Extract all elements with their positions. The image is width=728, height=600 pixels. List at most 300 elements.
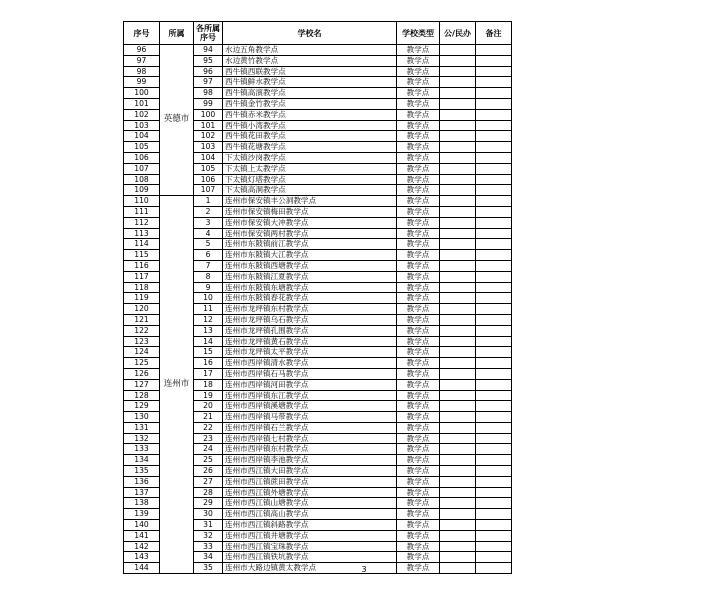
- remarks-cell: [476, 368, 512, 379]
- school-name-cell: 连州市西江镇外塘教学点: [223, 487, 397, 498]
- public-private-cell: [440, 88, 476, 99]
- school-type-cell: 教学点: [397, 325, 440, 336]
- school-type-cell: 教学点: [397, 45, 440, 56]
- sub-serial-cell: 13: [194, 325, 223, 336]
- school-type-cell: 教学点: [397, 55, 440, 66]
- serial-no-cell: 116: [124, 260, 160, 271]
- school-type-cell: 教学点: [397, 260, 440, 271]
- remarks-cell: [476, 239, 512, 250]
- school-name-cell: 西牛镇金竹教学点: [223, 98, 397, 109]
- header-city: 所属: [160, 22, 194, 45]
- serial-no-cell: 117: [124, 271, 160, 282]
- sub-serial-cell: 101: [194, 120, 223, 131]
- sub-serial-cell: 33: [194, 541, 223, 552]
- serial-no-cell: 140: [124, 520, 160, 531]
- school-type-cell: 教学点: [397, 552, 440, 563]
- school-type-cell: 教学点: [397, 336, 440, 347]
- sub-serial-cell: 27: [194, 476, 223, 487]
- serial-no-cell: 134: [124, 455, 160, 466]
- remarks-cell: [476, 520, 512, 531]
- header-school-name: 学校名: [223, 22, 397, 45]
- city-cell: 英德市: [160, 45, 194, 196]
- school-type-cell: 教学点: [397, 174, 440, 185]
- serial-no-cell: 113: [124, 228, 160, 239]
- sub-serial-cell: 12: [194, 314, 223, 325]
- sub-serial-cell: 103: [194, 142, 223, 153]
- public-private-cell: [440, 444, 476, 455]
- table-body: [124, 45, 512, 574]
- public-private-cell: [440, 552, 476, 563]
- serial-no-cell: 99: [124, 77, 160, 88]
- remarks-cell: [476, 412, 512, 423]
- sub-serial-cell: 26: [194, 466, 223, 477]
- sub-serial-cell: 11: [194, 304, 223, 315]
- header-row: [124, 22, 512, 45]
- remarks-cell: [476, 530, 512, 541]
- sub-serial-cell: 105: [194, 163, 223, 174]
- school-type-cell: 教学点: [397, 390, 440, 401]
- school-name-cell: 西牛镇西联教学点: [223, 66, 397, 77]
- school-name-cell: 连州市龙坪镇东村教学点: [223, 304, 397, 315]
- public-private-cell: [440, 142, 476, 153]
- school-type-cell: 教学点: [397, 476, 440, 487]
- remarks-cell: [476, 131, 512, 142]
- header-public-private: 公/民办: [440, 22, 476, 45]
- remarks-cell: [476, 433, 512, 444]
- remarks-cell: [476, 174, 512, 185]
- school-name-cell: 西牛镇鲜水教学点: [223, 77, 397, 88]
- school-name-cell: 连州市龙坪镇太平教学点: [223, 347, 397, 358]
- remarks-cell: [476, 541, 512, 552]
- header-sub-serial-line2: 序号: [200, 33, 216, 42]
- school-type-cell: 教学点: [397, 228, 440, 239]
- serial-no-cell: 137: [124, 487, 160, 498]
- serial-no-cell: 128: [124, 390, 160, 401]
- public-private-cell: [440, 498, 476, 509]
- public-private-cell: [440, 77, 476, 88]
- remarks-cell: [476, 358, 512, 369]
- public-private-cell: [440, 412, 476, 423]
- serial-no-cell: 141: [124, 530, 160, 541]
- school-name-cell: 连州市西岸镇石马教学点: [223, 368, 397, 379]
- sub-serial-cell: 25: [194, 455, 223, 466]
- remarks-cell: [476, 293, 512, 304]
- public-private-cell: [440, 466, 476, 477]
- remarks-cell: [476, 487, 512, 498]
- school-name-cell: 连州市东陂镇西塘教学点: [223, 260, 397, 271]
- school-type-cell: 教学点: [397, 520, 440, 531]
- school-name-cell: 连州市保安镇梅田教学点: [223, 206, 397, 217]
- serial-no-cell: 104: [124, 131, 160, 142]
- header-remarks: 备注: [476, 22, 512, 45]
- serial-no-cell: 110: [124, 196, 160, 207]
- sub-serial-cell: 14: [194, 336, 223, 347]
- serial-no-cell: 105: [124, 142, 160, 153]
- table-row: [124, 45, 512, 56]
- remarks-cell: [476, 390, 512, 401]
- school-type-cell: 教学点: [397, 412, 440, 423]
- serial-no-cell: 96: [124, 45, 160, 56]
- public-private-cell: [440, 520, 476, 531]
- school-name-cell: 连州市龙坪镇乌石教学点: [223, 314, 397, 325]
- public-private-cell: [440, 109, 476, 120]
- sub-serial-cell: 15: [194, 347, 223, 358]
- school-name-cell: 连州市龙坪镇黄石教学点: [223, 336, 397, 347]
- sub-serial-cell: 1: [194, 196, 223, 207]
- school-name-cell: 连州市西岸镇东村教学点: [223, 444, 397, 455]
- school-type-cell: 教学点: [397, 466, 440, 477]
- school-name-cell: 连州市西岸镇清水教学点: [223, 358, 397, 369]
- sub-serial-cell: 35: [194, 563, 223, 574]
- school-name-cell: 连州市西江镇斜路教学点: [223, 520, 397, 531]
- serial-no-cell: 123: [124, 336, 160, 347]
- public-private-cell: [440, 325, 476, 336]
- sub-serial-cell: 7: [194, 260, 223, 271]
- remarks-cell: [476, 379, 512, 390]
- sub-serial-cell: 3: [194, 217, 223, 228]
- sub-serial-cell: 98: [194, 88, 223, 99]
- school-name-cell: 西牛镇花田教学点: [223, 131, 397, 142]
- school-type-cell: 教学点: [397, 282, 440, 293]
- school-type-cell: 教学点: [397, 239, 440, 250]
- school-type-cell: 教学点: [397, 304, 440, 315]
- school-name-cell: 连州市东陂镇前江教学点: [223, 239, 397, 250]
- remarks-cell: [476, 498, 512, 509]
- remarks-cell: [476, 476, 512, 487]
- public-private-cell: [440, 45, 476, 56]
- school-name-cell: 连州市西岸镇七村教学点: [223, 433, 397, 444]
- school-type-cell: 教学点: [397, 358, 440, 369]
- public-private-cell: [440, 239, 476, 250]
- school-name-cell: 连州市东陂镇江夏教学点: [223, 271, 397, 282]
- school-name-cell: 连州市西岸镇石兰教学点: [223, 422, 397, 433]
- sub-serial-cell: 21: [194, 412, 223, 423]
- serial-no-cell: 139: [124, 509, 160, 520]
- school-list-table-container: [123, 21, 511, 574]
- serial-no-cell: 112: [124, 217, 160, 228]
- serial-no-cell: 114: [124, 239, 160, 250]
- sub-serial-cell: 95: [194, 55, 223, 66]
- school-type-cell: 教学点: [397, 314, 440, 325]
- sub-serial-cell: 23: [194, 433, 223, 444]
- serial-no-cell: 135: [124, 466, 160, 477]
- remarks-cell: [476, 304, 512, 315]
- serial-no-cell: 97: [124, 55, 160, 66]
- remarks-cell: [476, 185, 512, 196]
- school-name-cell: 连州市东陂镇大江教学点: [223, 250, 397, 261]
- city-cell: 连州市: [160, 196, 194, 574]
- serial-no-cell: 136: [124, 476, 160, 487]
- public-private-cell: [440, 250, 476, 261]
- school-type-cell: 教学点: [397, 433, 440, 444]
- sub-serial-cell: 34: [194, 552, 223, 563]
- sub-serial-cell: 8: [194, 271, 223, 282]
- school-type-cell: 教学点: [397, 541, 440, 552]
- serial-no-cell: 130: [124, 412, 160, 423]
- sub-serial-cell: 6: [194, 250, 223, 261]
- serial-no-cell: 111: [124, 206, 160, 217]
- sub-serial-cell: 17: [194, 368, 223, 379]
- school-name-cell: 连州市东陂镇东塘教学点: [223, 282, 397, 293]
- school-name-cell: 下太镇高洞教学点: [223, 185, 397, 196]
- sub-serial-cell: 24: [194, 444, 223, 455]
- school-type-cell: 教学点: [397, 498, 440, 509]
- public-private-cell: [440, 152, 476, 163]
- sub-serial-cell: 99: [194, 98, 223, 109]
- serial-no-cell: 142: [124, 541, 160, 552]
- public-private-cell: [440, 433, 476, 444]
- remarks-cell: [476, 163, 512, 174]
- remarks-cell: [476, 336, 512, 347]
- serial-no-cell: 126: [124, 368, 160, 379]
- sub-serial-cell: 31: [194, 520, 223, 531]
- school-name-cell: 西牛镇高演教学点: [223, 88, 397, 99]
- public-private-cell: [440, 271, 476, 282]
- school-type-cell: 教学点: [397, 88, 440, 99]
- school-name-cell: 连州市西岸镇溪塘教学点: [223, 401, 397, 412]
- sub-serial-cell: 94: [194, 45, 223, 56]
- school-type-cell: 教学点: [397, 250, 440, 261]
- remarks-cell: [476, 455, 512, 466]
- public-private-cell: [440, 358, 476, 369]
- remarks-cell: [476, 152, 512, 163]
- serial-no-cell: 125: [124, 358, 160, 369]
- remarks-cell: [476, 142, 512, 153]
- school-name-cell: 西牛镇花塘教学点: [223, 142, 397, 153]
- public-private-cell: [440, 401, 476, 412]
- public-private-cell: [440, 314, 476, 325]
- public-private-cell: [440, 228, 476, 239]
- remarks-cell: [476, 401, 512, 412]
- public-private-cell: [440, 66, 476, 77]
- school-name-cell: 连州市保安镇大冲教学点: [223, 217, 397, 228]
- header-sub-serial-line1: 各所属: [196, 24, 220, 33]
- serial-no-cell: 127: [124, 379, 160, 390]
- serial-no-cell: 101: [124, 98, 160, 109]
- school-type-cell: 教学点: [397, 563, 440, 574]
- remarks-cell: [476, 250, 512, 261]
- school-name-cell: 下太镇上太教学点: [223, 163, 397, 174]
- school-name-cell: 连州市西岸镇河田教学点: [223, 379, 397, 390]
- school-name-cell: 连州市西江镇铁坑教学点: [223, 552, 397, 563]
- remarks-cell: [476, 444, 512, 455]
- school-name-cell: 连州市西江镇井塘教学点: [223, 530, 397, 541]
- header-sub-serial: [194, 22, 223, 45]
- serial-no-cell: 98: [124, 66, 160, 77]
- public-private-cell: [440, 455, 476, 466]
- school-list-table: [123, 21, 512, 574]
- remarks-cell: [476, 509, 512, 520]
- sub-serial-cell: 19: [194, 390, 223, 401]
- school-name-cell: 连州市龙坪镇孔围教学点: [223, 325, 397, 336]
- school-name-cell: 连州市西岸镇李池教学点: [223, 455, 397, 466]
- sub-serial-cell: 102: [194, 131, 223, 142]
- school-type-cell: 教学点: [397, 487, 440, 498]
- remarks-cell: [476, 45, 512, 56]
- serial-no-cell: 131: [124, 422, 160, 433]
- public-private-cell: [440, 304, 476, 315]
- school-type-cell: 教学点: [397, 196, 440, 207]
- public-private-cell: [440, 347, 476, 358]
- public-private-cell: [440, 293, 476, 304]
- school-name-cell: 连州市西江镇山塘教学点: [223, 498, 397, 509]
- public-private-cell: [440, 185, 476, 196]
- serial-no-cell: 143: [124, 552, 160, 563]
- sub-serial-cell: 28: [194, 487, 223, 498]
- school-type-cell: 教学点: [397, 509, 440, 520]
- public-private-cell: [440, 196, 476, 207]
- school-type-cell: 教学点: [397, 142, 440, 153]
- serial-no-cell: 133: [124, 444, 160, 455]
- header-serial-no: 序号: [124, 22, 160, 45]
- remarks-cell: [476, 120, 512, 131]
- school-type-cell: 教学点: [397, 271, 440, 282]
- school-type-cell: 教学点: [397, 368, 440, 379]
- public-private-cell: [440, 530, 476, 541]
- remarks-cell: [476, 88, 512, 99]
- remarks-cell: [476, 271, 512, 282]
- remarks-cell: [476, 552, 512, 563]
- school-type-cell: 教学点: [397, 120, 440, 131]
- remarks-cell: [476, 196, 512, 207]
- public-private-cell: [440, 379, 476, 390]
- header-school-type: 学校类型: [397, 22, 440, 45]
- sub-serial-cell: 106: [194, 174, 223, 185]
- sub-serial-cell: 10: [194, 293, 223, 304]
- remarks-cell: [476, 77, 512, 88]
- school-name-cell: 西牛镇赤米教学点: [223, 109, 397, 120]
- serial-no-cell: 108: [124, 174, 160, 185]
- remarks-cell: [476, 217, 512, 228]
- school-name-cell: 水边黄竹教学点: [223, 55, 397, 66]
- remarks-cell: [476, 228, 512, 239]
- school-type-cell: 教学点: [397, 444, 440, 455]
- sub-serial-cell: 97: [194, 77, 223, 88]
- remarks-cell: [476, 109, 512, 120]
- school-name-cell: 连州市西江镇大田教学点: [223, 466, 397, 477]
- serial-no-cell: 122: [124, 325, 160, 336]
- serial-no-cell: 103: [124, 120, 160, 131]
- serial-no-cell: 129: [124, 401, 160, 412]
- serial-no-cell: 115: [124, 250, 160, 261]
- school-name-cell: 连州市西岸镇马带教学点: [223, 412, 397, 423]
- school-type-cell: 教学点: [397, 66, 440, 77]
- serial-no-cell: 121: [124, 314, 160, 325]
- school-name-cell: 下太镇灯塔教学点: [223, 174, 397, 185]
- school-type-cell: 教学点: [397, 379, 440, 390]
- public-private-cell: [440, 206, 476, 217]
- school-name-cell: 水边五角教学点: [223, 45, 397, 56]
- sub-serial-cell: 100: [194, 109, 223, 120]
- remarks-cell: [476, 347, 512, 358]
- school-type-cell: 教学点: [397, 401, 440, 412]
- school-type-cell: 教学点: [397, 152, 440, 163]
- school-name-cell: 连州市西江镇宝珠教学点: [223, 541, 397, 552]
- sub-serial-cell: 20: [194, 401, 223, 412]
- remarks-cell: [476, 314, 512, 325]
- serial-no-cell: 119: [124, 293, 160, 304]
- sub-serial-cell: 5: [194, 239, 223, 250]
- remarks-cell: [476, 282, 512, 293]
- public-private-cell: [440, 422, 476, 433]
- serial-no-cell: 138: [124, 498, 160, 509]
- serial-no-cell: 132: [124, 433, 160, 444]
- school-type-cell: 教学点: [397, 347, 440, 358]
- public-private-cell: [440, 476, 476, 487]
- school-name-cell: 连州市东陂镇春花教学点: [223, 293, 397, 304]
- public-private-cell: [440, 174, 476, 185]
- public-private-cell: [440, 390, 476, 401]
- public-private-cell: [440, 282, 476, 293]
- remarks-cell: [476, 422, 512, 433]
- sub-serial-cell: 2: [194, 206, 223, 217]
- school-type-cell: 教学点: [397, 131, 440, 142]
- school-name-cell: 连州市西江镇高山教学点: [223, 509, 397, 520]
- school-type-cell: 教学点: [397, 206, 440, 217]
- school-type-cell: 教学点: [397, 109, 440, 120]
- public-private-cell: [440, 163, 476, 174]
- remarks-cell: [476, 55, 512, 66]
- remarks-cell: [476, 206, 512, 217]
- school-type-cell: 教学点: [397, 455, 440, 466]
- public-private-cell: [440, 368, 476, 379]
- public-private-cell: [440, 509, 476, 520]
- public-private-cell: [440, 131, 476, 142]
- public-private-cell: [440, 98, 476, 109]
- school-type-cell: 教学点: [397, 217, 440, 228]
- sub-serial-cell: 29: [194, 498, 223, 509]
- serial-no-cell: 109: [124, 185, 160, 196]
- serial-no-cell: 107: [124, 163, 160, 174]
- sub-serial-cell: 22: [194, 422, 223, 433]
- remarks-cell: [476, 466, 512, 477]
- school-type-cell: 教学点: [397, 185, 440, 196]
- sub-serial-cell: 104: [194, 152, 223, 163]
- school-type-cell: 教学点: [397, 163, 440, 174]
- school-name-cell: 连州市大路边镇黄太教学点: [223, 563, 397, 574]
- serial-no-cell: 124: [124, 347, 160, 358]
- public-private-cell: [440, 541, 476, 552]
- remarks-cell: [476, 98, 512, 109]
- table-row: [124, 196, 512, 207]
- school-type-cell: 教学点: [397, 77, 440, 88]
- public-private-cell: [440, 217, 476, 228]
- school-name-cell: 下太镇沙岗教学点: [223, 152, 397, 163]
- sub-serial-cell: 16: [194, 358, 223, 369]
- school-name-cell: 连州市保安镇两村教学点: [223, 228, 397, 239]
- school-name-cell: 连州市西江镇蔗田教学点: [223, 476, 397, 487]
- public-private-cell: [440, 120, 476, 131]
- sub-serial-cell: 96: [194, 66, 223, 77]
- public-private-cell: [440, 336, 476, 347]
- sub-serial-cell: 9: [194, 282, 223, 293]
- school-type-cell: 教学点: [397, 293, 440, 304]
- serial-no-cell: 100: [124, 88, 160, 99]
- school-name-cell: 西牛镇小湾教学点: [223, 120, 397, 131]
- serial-no-cell: 106: [124, 152, 160, 163]
- serial-no-cell: 120: [124, 304, 160, 315]
- public-private-cell: [440, 260, 476, 271]
- sub-serial-cell: 30: [194, 509, 223, 520]
- sub-serial-cell: 32: [194, 530, 223, 541]
- school-type-cell: 教学点: [397, 98, 440, 109]
- school-name-cell: 连州市西岸镇东江教学点: [223, 390, 397, 401]
- school-name-cell: 连州市保安镇丰公洞教学点: [223, 196, 397, 207]
- serial-no-cell: 118: [124, 282, 160, 293]
- page-number: 3: [361, 565, 367, 574]
- school-type-cell: 教学点: [397, 530, 440, 541]
- sub-serial-cell: 4: [194, 228, 223, 239]
